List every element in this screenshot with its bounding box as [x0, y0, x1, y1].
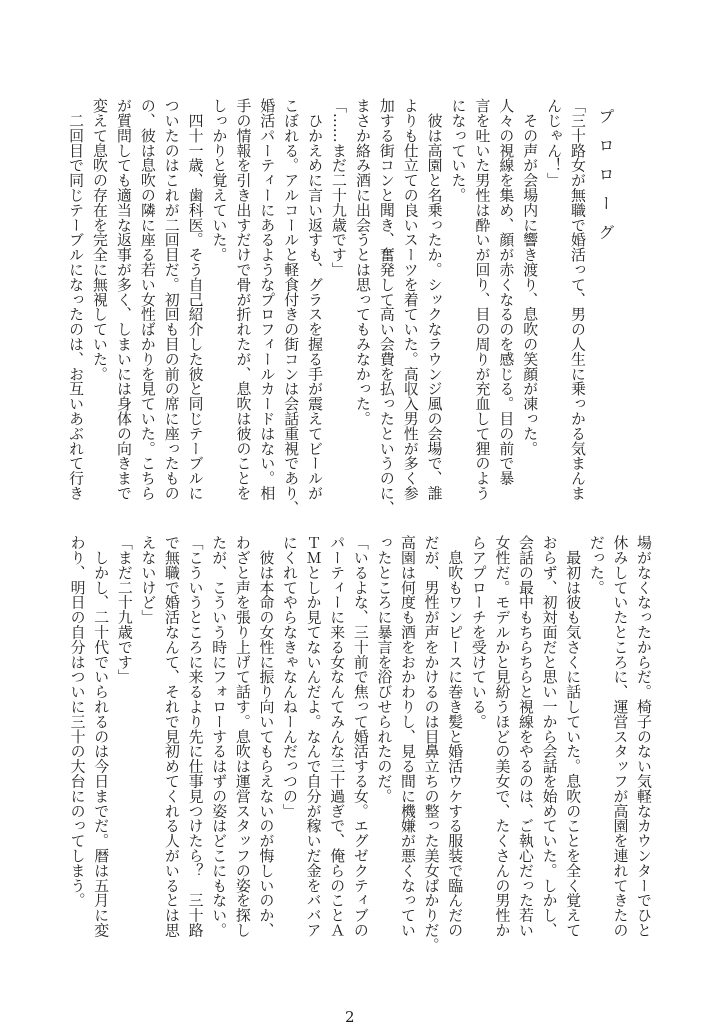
text-line: 変えて息吹の存在を完全に無視していた。 [91, 98, 109, 382]
text-line: が質問しても適当な返事が多く、しまいには身体の向きまで [114, 98, 133, 501]
text-line: おらず、初対面だと思い一から会話を始めていた。しかし、 [540, 535, 559, 938]
text-line: まさか絡み酒に出会うとは思ってもみなかった。 [353, 98, 372, 426]
text-line: 二回目で同じテーブルになったのは、お互いあぶれて行き [67, 98, 86, 501]
text-line: わり、明日の自分はついに三十の大台にのってしまう。 [68, 535, 87, 908]
text-line: その声が会場内に響き渡り、息吹の笑顔が凍った。 [521, 98, 540, 456]
text-line: 高園は何度も酒をおかわりし、見る間に機嫌が悪くなってい [399, 535, 417, 938]
text-line: 「まだ二十九歳です」 [115, 535, 134, 684]
text-line: 「こういうところに来るより先に仕事見つけたら？ 三十路 [186, 535, 205, 938]
text-line: ＴＭとしか見てないんだよ。なんで自分が稼いだ金をババア [304, 535, 323, 938]
text-line: 言を吐いた男性は酔いが回り、目の周りが充血して狸のよう [473, 98, 492, 501]
text-line: 「……まだ二十九歳です」 [330, 98, 348, 277]
text-line: こぼれる。アルコールと軽食付きの街コンは会話重視であり、 [282, 98, 301, 516]
text-line: よりも仕立ての良いスーツを着ていた。高収入男性が多く参 [401, 98, 420, 501]
text-line: らアプローチを受けている。 [469, 535, 488, 729]
text-line: たが、こういう時にフォローするはずの姿はどこにもない。 [210, 535, 229, 938]
text-line: ったところに暴言を浴びせられたのだ。 [375, 535, 394, 804]
chapter-title: プロローグ [596, 108, 615, 253]
text-line: 会話の最中もちらちらと視線をやるのは、ご執心だった若い [517, 535, 535, 938]
text-line: わざと声を張り上げて話す。息吹は運営スタッフの姿を探し [233, 535, 252, 938]
text-line: 最初は彼も気さくに話していた。息吹のことを全く覚えて [564, 535, 583, 938]
text-line: 「いるよな、三十前で焦って婚活する女。エグゼクティブの [351, 535, 370, 938]
text-line: 息吹もワンピースに巻き髪と婚活ウケする服装で臨んだの [446, 535, 465, 938]
text-line: しかし、二十代でいられるのは今日までだ。暦は五月に変 [92, 535, 111, 938]
text-line: 婚活パーティーにあるようなプロフィールカードはない。相 [258, 98, 277, 501]
text-line: になっていた。 [449, 98, 468, 203]
text-line: 彼は本命の女性に振り向いてもらえないのが悔しいのか、 [257, 535, 276, 938]
text-line: 女性だ。モデルかと見紛うほどの美女で、たくさんの男性か [493, 535, 512, 938]
text-line: 「三十路女が無職で婚活って、男の人生に乗っかる気まんま [569, 98, 587, 501]
text-line: だが、男性が声をかけるのは目鼻立ちの整った美女ばかりだ。 [422, 535, 441, 953]
text-line: パーティーに来る女なんてみんな三十過ぎで、俺らのことＡ [328, 535, 347, 938]
text-line: 彼は高園と名乗ったか。シックなラウンジ風の会場で、誰 [425, 98, 444, 501]
text-line: 四十一歳、歯科医。そう自己紹介した彼と同じテーブルに [186, 98, 205, 501]
text-line: の、彼は息吹の隣に座る若い女性ばかりを見ていた。こちら [138, 98, 157, 501]
text-line: ついたのはこれが二回目だ。初回も目の前の席に座ったもの [162, 98, 181, 501]
text-line: で無職で婚活なんて、それで見初めてくれる人がいるとは思 [163, 535, 181, 938]
text-line: ひかえめに言い返すも、グラスを握る手が震えてビールが [306, 98, 325, 501]
text-line: だった。 [587, 535, 606, 595]
text-line: えないけど」 [139, 535, 158, 625]
text-line: しっかりと覚えていた。 [210, 98, 229, 262]
text-line: 手の情報を引き出すだけで骨が折れたが、息吹は彼のことを [234, 98, 253, 501]
text-line: 加する街コンと聞き、奮発して高い会費を払ったというのに、 [377, 98, 396, 516]
text-line: 休みしていたところに、運営スタッフが高園を連れてきたの [611, 535, 630, 938]
text-line: んじゃん！」 [545, 98, 564, 188]
text-line: 場がなくなったからだ。椅子のない気軽なカウンターでひと [635, 535, 653, 938]
page-number: 2 [345, 1008, 355, 1026]
text-line: 人々の視線を集め、顔が赤くなるのを感じる。目の前で暴 [497, 98, 516, 486]
text-line: にくれてやらなきゃなんねーんだっつの」 [281, 535, 299, 819]
